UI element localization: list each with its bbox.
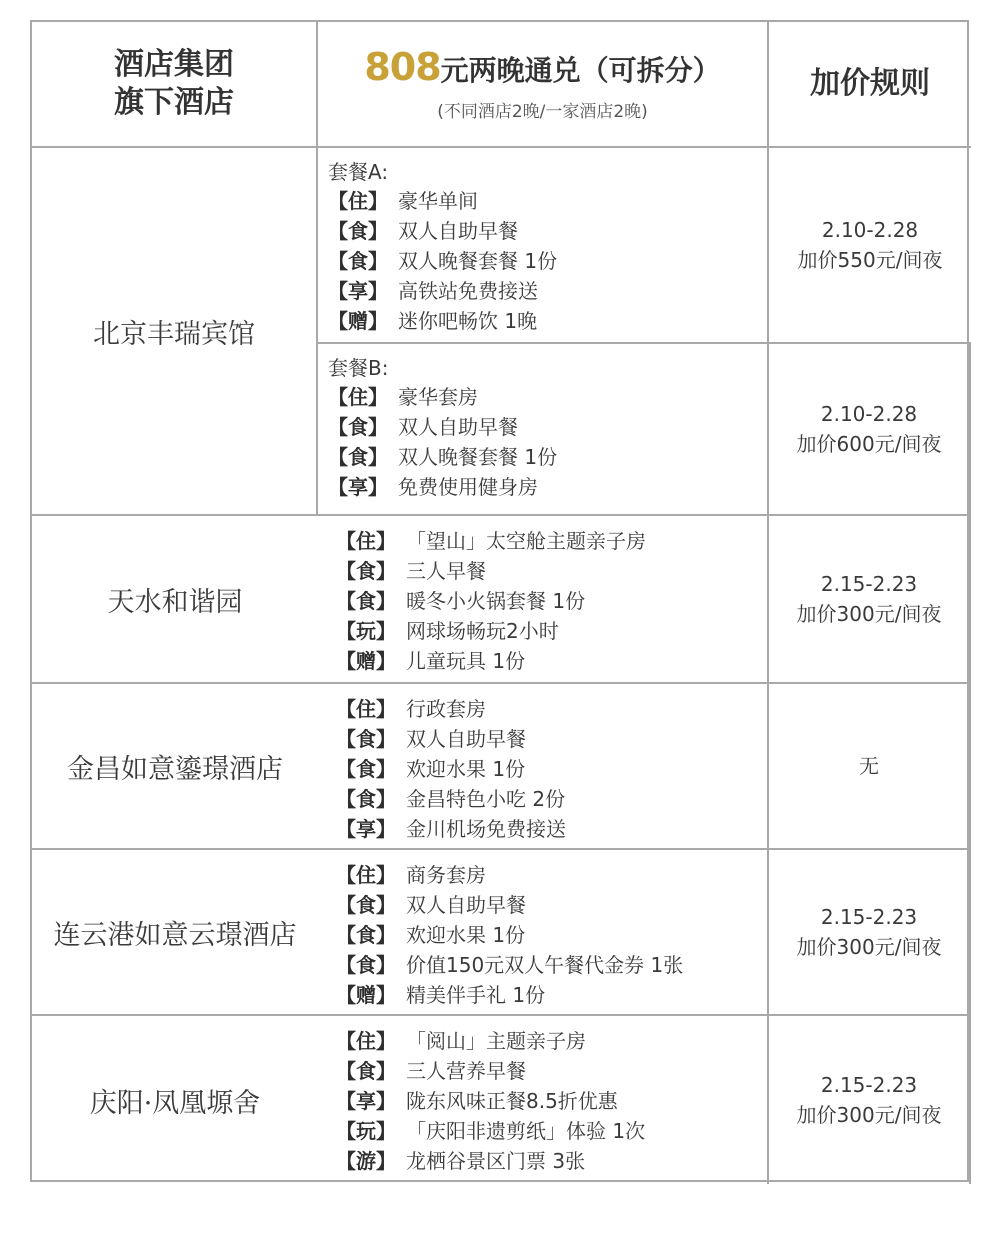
package-item bbox=[336, 784, 767, 814]
item-tag: 【赠】 bbox=[336, 983, 396, 1007]
item-text: 迷你吧畅饮 1晚 bbox=[398, 309, 538, 333]
hotel-name: 天水和谐园 bbox=[107, 586, 243, 618]
item-tag: 【住】 bbox=[328, 189, 388, 213]
package-item bbox=[336, 724, 767, 754]
package-item bbox=[336, 1146, 767, 1176]
item-text: 三人早餐 bbox=[406, 559, 486, 583]
item-tag: 【食】 bbox=[336, 757, 396, 781]
item-tag: 【食】 bbox=[336, 787, 396, 811]
item-tag: 【食】 bbox=[336, 953, 396, 977]
package-item bbox=[328, 472, 767, 502]
package-item bbox=[336, 814, 767, 844]
item-text: 豪华套房 bbox=[398, 385, 478, 409]
item-text: 行政套房 bbox=[406, 697, 486, 721]
package-cell bbox=[318, 148, 769, 344]
price-rule: 加价300元/间夜 bbox=[796, 602, 942, 626]
package-item bbox=[336, 860, 767, 890]
price-dates: 2.10-2.28 bbox=[821, 218, 919, 242]
package-cell bbox=[318, 850, 769, 1016]
item-tag: 【食】 bbox=[336, 1059, 396, 1083]
package-item bbox=[336, 646, 767, 676]
item-tag: 【食】 bbox=[336, 727, 396, 751]
price-dates: 2.15-2.23 bbox=[820, 905, 918, 929]
item-text: 金昌特色小吃 2份 bbox=[406, 787, 566, 811]
item-tag: 【玩】 bbox=[336, 1119, 396, 1143]
item-text: 欢迎水果 1份 bbox=[406, 757, 526, 781]
item-text: 商务套房 bbox=[406, 863, 486, 887]
item-tag: 【食】 bbox=[328, 415, 388, 439]
item-tag: 【住】 bbox=[336, 529, 396, 553]
package-item bbox=[336, 754, 767, 784]
price-dates: 2.15-2.23 bbox=[820, 1073, 918, 1097]
item-text: 三人营养早餐 bbox=[406, 1059, 526, 1083]
item-text: 欢迎水果 1份 bbox=[406, 923, 526, 947]
package-item bbox=[336, 890, 767, 920]
hotel-name: 北京丰瑞宾馆 bbox=[93, 318, 255, 350]
package-item bbox=[328, 382, 767, 412]
hotel-name: 金昌如意鎏璟酒店 bbox=[67, 753, 283, 785]
item-tag: 【玩】 bbox=[336, 619, 396, 643]
item-tag: 【住】 bbox=[328, 385, 388, 409]
package-item bbox=[336, 1026, 767, 1056]
item-text: 双人自助早餐 bbox=[398, 415, 518, 439]
header-hotels-label: 酒店集团 旗下酒店 bbox=[114, 47, 234, 120]
header-package bbox=[318, 22, 769, 148]
price-cell bbox=[769, 516, 971, 684]
package-item bbox=[336, 1086, 767, 1116]
hotel-package-table bbox=[30, 20, 969, 1182]
hotel-name-cell bbox=[32, 516, 318, 684]
item-tag: 【食】 bbox=[328, 249, 388, 273]
hotel-name-cell bbox=[32, 850, 318, 1016]
item-tag: 【食】 bbox=[336, 893, 396, 917]
item-text: 免费使用健身房 bbox=[398, 475, 538, 499]
item-tag: 【食】 bbox=[336, 589, 396, 613]
item-text: 「望山」太空舱主题亲子房 bbox=[406, 529, 646, 553]
package-item bbox=[336, 694, 767, 724]
item-text: 双人自助早餐 bbox=[406, 893, 526, 917]
package-item bbox=[336, 526, 767, 556]
price-cell bbox=[769, 148, 971, 344]
item-text: 精美伴手礼 1份 bbox=[406, 983, 546, 1007]
package-cell bbox=[318, 516, 769, 684]
item-tag: 【住】 bbox=[336, 697, 396, 721]
package-title: 套餐B: bbox=[328, 356, 389, 380]
price-cell bbox=[769, 344, 971, 516]
price-rule: 加价600元/间夜 bbox=[796, 432, 942, 456]
price-rule: 加价300元/间夜 bbox=[796, 1103, 942, 1127]
price-cell bbox=[769, 850, 971, 1016]
price-dates: 2.10-2.28 bbox=[820, 402, 918, 426]
header-package-title bbox=[364, 44, 721, 91]
package-item bbox=[336, 616, 767, 646]
package-cell bbox=[318, 344, 769, 516]
item-tag: 【赠】 bbox=[328, 309, 388, 333]
header-pricing bbox=[769, 22, 971, 148]
price-cell bbox=[769, 1016, 971, 1184]
header-price-number: 808 bbox=[364, 44, 441, 89]
price-rule: 加价300元/间夜 bbox=[796, 935, 942, 959]
package-item bbox=[328, 306, 767, 336]
item-tag: 【食】 bbox=[328, 219, 388, 243]
item-tag: 【食】 bbox=[336, 923, 396, 947]
item-tag: 【住】 bbox=[336, 863, 396, 887]
package-item bbox=[328, 276, 767, 306]
item-text: 价值150元双人午餐代金券 1张 bbox=[406, 953, 684, 977]
header-pricing-label: 加价规则 bbox=[810, 66, 930, 101]
price-cell bbox=[769, 684, 971, 850]
hotel-name-cell bbox=[32, 1016, 318, 1184]
header-package-title-text: 元两晚通兑（可拆分） bbox=[440, 53, 721, 87]
item-text: 金川机场免费接送 bbox=[406, 817, 566, 841]
package-cell bbox=[318, 1016, 769, 1184]
package-title: 套餐A: bbox=[328, 160, 389, 184]
item-text: 「阅山」主题亲子房 bbox=[406, 1029, 586, 1053]
package-cell bbox=[318, 684, 769, 850]
package-item bbox=[336, 556, 767, 586]
package-item bbox=[328, 216, 767, 246]
item-text: 儿童玩具 1份 bbox=[406, 649, 526, 673]
package-item bbox=[336, 980, 767, 1010]
hotel-name: 庆阳·凤凰塬舍 bbox=[89, 1087, 261, 1119]
item-text: 高铁站免费接送 bbox=[398, 279, 538, 303]
item-text: 龙栖谷景区门票 3张 bbox=[406, 1149, 586, 1173]
header-package-subtitle: (不同酒店2晚/一家酒店2晚) bbox=[437, 101, 648, 122]
price-dates: 2.15-2.23 bbox=[820, 572, 918, 596]
item-tag: 【游】 bbox=[336, 1149, 396, 1173]
item-text: 双人晚餐套餐 1份 bbox=[398, 445, 558, 469]
item-tag: 【食】 bbox=[328, 445, 388, 469]
package-item bbox=[336, 586, 767, 616]
hotel-name-cell bbox=[32, 148, 318, 516]
item-text: 双人自助早餐 bbox=[398, 219, 518, 243]
item-text: 双人自助早餐 bbox=[406, 727, 526, 751]
item-tag: 【食】 bbox=[336, 559, 396, 583]
price-rule: 加价550元/间夜 bbox=[797, 248, 943, 272]
item-tag: 【享】 bbox=[336, 817, 396, 841]
item-text: 双人晚餐套餐 1份 bbox=[398, 249, 558, 273]
item-text: 陇东风味正餐8.5折优惠 bbox=[406, 1089, 618, 1113]
item-tag: 【赠】 bbox=[336, 649, 396, 673]
item-text: 豪华单间 bbox=[398, 189, 478, 213]
package-item bbox=[336, 950, 767, 980]
item-tag: 【享】 bbox=[328, 279, 388, 303]
price-dates: 无 bbox=[859, 754, 879, 778]
package-item bbox=[328, 412, 767, 442]
item-tag: 【享】 bbox=[336, 1089, 396, 1113]
package-item bbox=[336, 1056, 767, 1086]
package-item bbox=[336, 920, 767, 950]
hotel-name: 连云港如意云璟酒店 bbox=[53, 919, 297, 951]
hotel-name-cell bbox=[32, 684, 318, 850]
package-item bbox=[328, 186, 767, 216]
header-hotels bbox=[32, 22, 318, 148]
item-text: 暖冬小火锅套餐 1份 bbox=[406, 589, 586, 613]
package-item bbox=[336, 1116, 767, 1146]
item-text: 网球场畅玩2小时 bbox=[406, 619, 559, 643]
package-item bbox=[328, 442, 767, 472]
item-text: 「庆阳非遗剪纸」体验 1次 bbox=[406, 1119, 646, 1143]
package-item bbox=[328, 246, 767, 276]
item-tag: 【享】 bbox=[328, 475, 388, 499]
item-tag: 【住】 bbox=[336, 1029, 396, 1053]
